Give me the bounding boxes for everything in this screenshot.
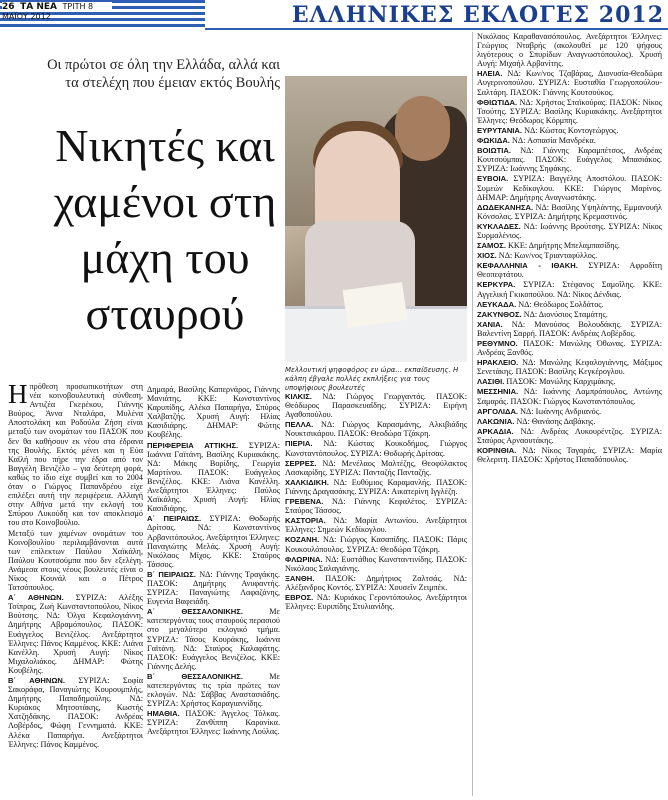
- paragraph: [285, 459, 467, 477]
- paragraph-text: ΠΑΣΟΚ: Άγγελος Τόλκας. ΣΥΡΙΖΑ: Ζανθίππη Καρανίκα. Ανεξάρτητοι Έλληνες: Ιωάννης Λούλας.: [147, 709, 280, 737]
- constituency-heading: ΚΕΦΑΛΛΗΝΙΑ - ΙΘΑΚΗ.: [477, 261, 578, 271]
- constituency-heading: ΣΕΡΡΕΣ.: [285, 458, 317, 468]
- paragraph-text: ΝΔ: Χρήστος Σταϊκούρας. ΠΑΣΟΚ: Νίκος Τσούτης. ΣΥΡΙΖΑ: Βασίλης Κυριακάκης. Ανεξάρτητοι Έλληνες: Θεόδωρος Κόρμπης.: [477, 97, 662, 125]
- paragraph-text: Μεταξύ των χαμένων ονομάτων του Κοινοβουλίου περιλαμβάνονται αυτά των επίλεκτων Παύλου Χαϊκάλη, Παύλου Κουτσούμπα που δεν εξελέγη. Ανάμεσα στους νέους βουλευτές είναι ο Νίκος Κουνάλ και ο Πέτρος Τατσόπουλος.: [8, 528, 143, 593]
- constituency-heading: ΦΘΙΩΤΙΔΑ.: [477, 97, 518, 107]
- subheadline: Οι πρώτοι σε όλη την Ελλάδα, αλλά και τα στελέχη που έμειαν εκτός Βουλής: [47, 57, 280, 91]
- paragraph: [477, 387, 662, 405]
- constituency-heading: Α΄ ΠΕΙΡΑΙΩΣ.: [147, 514, 202, 524]
- page-meta: [2, 2, 112, 21]
- constituency-heading: ΜΕΣΣΗΝΙΑ.: [477, 387, 519, 397]
- paragraph: [477, 407, 662, 416]
- paragraph-text: ΝΔ: Ευθύμιος Καραμανλής. ΠΑΣΟΚ: Γιάννης Δραγασάκης. ΣΥΡΙΖΑ: Αικατερίνη Ιγγλέζη.: [285, 477, 467, 496]
- constituency-heading: ΖΑΚΥΝΘΟΣ.: [477, 309, 522, 319]
- paragraph-text: ΝΔ: Διονύσιος Σταμάτης.: [523, 309, 608, 319]
- paragraph: [477, 32, 662, 68]
- article-column-3: [285, 392, 467, 796]
- constituency-heading: ΚΟΖΑΝΗ.: [285, 535, 320, 545]
- paragraph: [285, 574, 467, 592]
- paragraph-text: Με κατεπεργόντας τους σταυρούς περασιού στο μεγαλύτερο εκλογικό τμήμα. ΣΥΡΙΖΑ: Τάσος Κουράκης, Ιωάννα Γαϊτάνη. ΝΔ: Σταύρος Καλαφάτης. ΠΑΣΟΚ: Ευάγγελος Βενιζέλος. ΚΚΕ: Γιάννης Δελής.: [147, 607, 280, 671]
- paragraph-text: ΝΔ: Γιάννης Τραγάκης. ΠΑΣΟΚ: Δημήτρης Ανυφαντής. ΣΥΡΙΖΑ: Παναγιώτης Λαφαζάνης, Ευγενία Βαφειάδη.: [147, 569, 280, 607]
- paragraph: [285, 593, 467, 611]
- paragraph: [477, 358, 662, 376]
- paragraph: [477, 126, 662, 135]
- article-column-1: [8, 382, 143, 796]
- paper-name: ΤΑ ΝΕΑ: [20, 2, 57, 12]
- paragraph: [147, 385, 280, 440]
- constituency-heading: Β΄ ΑΘΗΝΩΝ.: [8, 676, 66, 685]
- paragraph: [477, 222, 662, 240]
- paragraph-text: ΝΔ: Ανδρέας Λυκουρέντζος. ΣΥΡΙΖΑ: Σταύρος Αρναουτάκης.: [477, 426, 662, 445]
- article-column-2: [147, 385, 280, 796]
- paragraph: [285, 392, 467, 419]
- paragraph-text: ΝΔ: Κων/νος Τζαβάρας, Διονυσία-Θεοδώρα Αυγερινοπούλου. ΣΥΡΙΖΑ: Ευσταθία Γεωργοπούλου-Σαλτάρη. ΠΑΣΟΚ: Γιάννης Κουτσούκος.: [477, 69, 662, 97]
- paragraph-text: ΝΔ: Ιωάννης Βρούτσης. ΣΥΡΙΖΑ: Νίκος Συρμαλένιος.: [477, 221, 662, 240]
- paragraph-text: ΝΔ: Κώστας Κουκοδήμος, Γιώργος Κωνσταντόπουλος. ΣΥΡΙΖΑ: Θοδωρής Δρίτσας.: [285, 439, 467, 458]
- constituency-heading: ΕΥΡΥΤΑΝΙΑ.: [477, 125, 523, 135]
- constituency-heading: ΠΕΛΛΑ.: [285, 420, 314, 430]
- paragraph-text: ΣΥΡΙΖΑ: Στέφανος Σαμοΐλης. ΚΚΕ: Αγγελική Γκικοπούλου. ΝΔ: Νίκος Δένδιας.: [477, 280, 662, 299]
- paragraph: [477, 136, 662, 145]
- drop-cap: Η: [8, 382, 28, 409]
- constituency-heading: ΠΙΕΡΙΑ.: [285, 439, 313, 449]
- paragraph: [477, 320, 662, 338]
- paragraph-text: ΝΔ: Βασίλης Υψηλάντης, Εμμανουήλ Κόνσολας. ΣΥΡΙΖΑ: Δημήτρης Κρεμαστινός.: [477, 202, 662, 221]
- paragraph: [477, 98, 662, 125]
- paragraph-text: ΝΔ: Γιάννης Καραμπέτσος, Ανδρέας Κουτσούμπας. ΠΑΣΟΚ: Ευάγγελος Μπασιάκος. ΣΥΡΙΖΑ: Ιωάννης Σηφάκης.: [477, 146, 662, 174]
- paragraph: [147, 709, 280, 736]
- paragraph: [477, 203, 662, 221]
- constituency-heading: ΕΥΒΟΙΑ.: [477, 174, 509, 184]
- paragraph-text: ΝΔ: Θεόδωρος Σολδάτος.: [518, 299, 604, 309]
- constituency-heading: ΚΑΣΤΟΡΙΑ.: [285, 516, 326, 526]
- paragraph-text: ΝΔ: Ιωάννης Λαμπρόπουλος, Αντώνης Σαμαράς. ΠΑΣΟΚ: Γιώργος Κωνσταντόπουλος.: [477, 387, 662, 406]
- constituency-heading: ΚΕΡΚΥΡΑ.: [477, 280, 516, 290]
- section-title: ΕΛΛΗΝΙΚΕΣ ΕΚΛΟΓΕΣ 2012: [291, 2, 664, 28]
- paragraph: [477, 417, 662, 426]
- page-number: 26: [2, 2, 15, 12]
- constituency-heading: ΒΟΙΩΤΙΑ.: [477, 146, 511, 156]
- paragraph: [477, 427, 662, 445]
- constituency-heading: ΗΜΑΘΙΑ.: [147, 709, 180, 719]
- constituency-heading: ΦΛΩΡΙΝΑ.: [285, 554, 323, 564]
- constituency-heading: ΧΙΟΣ.: [477, 251, 497, 261]
- paragraph: [147, 607, 280, 671]
- paragraph-text: ΝΔ: Κων/νος Τριανταφύλλος.: [498, 251, 598, 261]
- paragraph-text: ΠΑΣΟΚ: Δημήτριος Ζαλτσάς. ΝΔ: Αλέξανδρος Κοντός. ΣΥΡΙΖΑ: Χουσεΐν Ζειμπέκ.: [285, 573, 467, 592]
- paragraph-text: ΝΔ: Κυριάκος Γεροντόπουλος. Ανεξάρτητοι Έλληνες: Ευριπίδης Στυλιανίδης.: [285, 592, 467, 612]
- constituency-heading: ΑΡΚΑΔΙΑ.: [477, 426, 514, 436]
- constituency-heading: ΦΩΚΙΔΑ.: [477, 136, 510, 146]
- paragraph-text: Νικόλαος Καραθανασόπουλος. Ανεξάρτητοι Έλληνες: Γεώργιος Νταβρής (ακολουθεί με 120 ψήφους λιγότερους ο Σπυρίδων Αναγνωστόπουλος). Χρυσή Αυγή: Μιχαήλ Αρβανίτης.: [477, 32, 662, 69]
- paragraph: [147, 672, 280, 708]
- article-column-right: [472, 32, 662, 796]
- paragraph: [285, 478, 467, 496]
- photo-man-head: [395, 96, 450, 161]
- paragraph: [8, 676, 143, 749]
- paragraph: [477, 251, 662, 260]
- paragraph: [477, 300, 662, 309]
- paragraph-text: ΣΥΡΙΖΑ: Βαγγέλης Αποστόλου. ΠΑΣΟΚ: Συμεών Κεδίκογλου. ΚΚΕ: Γιώργος Μαρίνος. ΔΗΜΑΡ: Δημήτρης Αναγνωστάκης.: [477, 174, 662, 202]
- paragraph-text: ΝΔ: Κώστας Κοντογεώργος.: [524, 125, 619, 135]
- paragraph: [477, 241, 662, 250]
- paragraph: [477, 310, 662, 319]
- constituency-heading: ΑΡΓΟΛΙΔΑ.: [477, 406, 519, 416]
- paragraph-text: ΠΑΣΟΚ: Μανώλης Όθωνας. ΣΥΡΙΖΑ: Ανδρέας Ξανθός.: [477, 339, 662, 358]
- constituency-heading: ΛΑΚΩΝΙΑ.: [477, 416, 515, 426]
- photo-caption: Μελλοντική ψηφοφόρος εν ώρα... εκπαίδευσης. Η κάλπη έβγαλε πολλές εκπλήξεις για τους υποψήφιους βουλευτές: [285, 366, 459, 392]
- paragraph-text: ΠΑΣΟΚ: Μανώλης Καρχιμάκης.: [506, 377, 616, 387]
- paragraph-text: ΝΔ: Θανάσης Δαβάκης.: [516, 416, 596, 426]
- constituency-heading: ΛΕΥΚΑΔΑ.: [477, 299, 517, 309]
- paragraph: [285, 497, 467, 515]
- paragraph: [147, 514, 280, 569]
- constituency-heading: ΓΡΕΒΕΝΑ.: [285, 497, 324, 507]
- paragraph-text: πρόθεση προσωπικοτήτων στη νέα κοινοβουλευτική σύνθεση, Αντιζέα Γκερέκου, Γιάννης Βούρος, Άννα Νταλάρα, Μυλένα Αποστολάκη και Ροδούλα Ζήση είναι μεταξύ των ονομάτων του ΠΑΣΟΚ που δεν θα καθήσουν εκ νέου στα έδρανα της Βουλής. Εκτός μένει και η Εύα Καϊλή που πήρε την έδρα από τον Βαγγέλη Βενιζέλο – για δεύτερη φορά, καθώς το ίδιο είχε συμβεί και το 2004 όταν ο Γιώργος Παπανδρέου είχε επιλέξει αυτή την περιφέρεια. Αλλαγή στην Αθήνα μετά την εκλογή του Σπύρου Λυκούδη και τον αποκλεισμό του στο Κοινοβούλιο.: [8, 382, 143, 528]
- constituency-heading: Β΄ ΠΕΙΡΑΙΩΣ.: [147, 569, 196, 579]
- paragraph: [477, 339, 662, 357]
- paragraph: [285, 439, 467, 457]
- paragraph-text: ΝΔ: Μαρία Αντωνίου. Ανεξάρτητοι Έλληνες: Σημεών Κεδίκογλου.: [285, 516, 467, 535]
- paragraph: [477, 377, 662, 386]
- paragraph: [8, 593, 143, 675]
- constituency-heading: ΧΑΛΚΙΔΙΚΗ.: [285, 477, 329, 487]
- page-header: [0, 0, 668, 30]
- paragraph: [477, 446, 662, 464]
- constituency-heading: ΕΒΡΟΣ.: [285, 592, 314, 602]
- paragraph-text: ΝΔ: Μανούσος Βολουδάκης. ΣΥΡΙΖΑ: Βαλεντίνη Σαρρή. ΠΑΣΟΚ: Ανδρέας Λοβέρδος.: [477, 319, 662, 338]
- paragraph: [285, 420, 467, 438]
- constituency-heading: Α΄ ΑΘΗΝΩΝ.: [8, 593, 64, 603]
- paragraph-text: ΚΚΕ: Δημήτρης Μπελαμπασίδης.: [508, 241, 620, 251]
- constituency-heading: ΚΙΛΚΙΣ.: [285, 392, 312, 401]
- paragraph: [285, 535, 467, 553]
- paragraph: [477, 280, 662, 298]
- paragraph: [477, 174, 662, 201]
- constituency-heading: Β΄ ΘΕΣΣΑΛΟΝΙΚΗΣ.: [147, 671, 243, 681]
- paragraph: [285, 555, 467, 573]
- paragraph: [8, 382, 143, 528]
- paragraph-text: ΣΥΡΙΖΑ: Ιωάννα Γαϊτάνη, Βασίλης Κυριακάκης. ΝΔ: Μάκης Βορίδης, Γεωργία Μαρτίνου. ΠΑΣΟΚ: Ευάγγελος Βενιζέλος. ΚΚΕ: Λιάνα Κανέλλη. Ανεξάρτητοι Έλληνες: Παύλος Χαϊκάλης. Χρυσή Αυγή: Ηλίας Κασιδιάρης.: [147, 440, 280, 514]
- constituency-heading: ΚΟΡΙΝΘΙΑ.: [477, 446, 517, 456]
- paragraph-text: ΝΔ: Γιάννης Κεφαλέτος. ΣΥΡΙΖΑ: Σταύρος Τάσσος.: [285, 497, 467, 516]
- paragraph-text: ΣΥΡΙΖΑ: Αφροδίτη Θεοπεφτάτου.: [477, 261, 662, 280]
- paragraph: [285, 516, 467, 534]
- paragraph-text: ΝΔ: Γιώργος Γεωργαντάς. ΠΑΣΟΚ: Θεόδωρος Παρασκευαΐδης. ΣΥΡΙΖΑ: Ειρήνη Αγαθοπούλου.: [285, 392, 467, 420]
- paragraph-text: Δημαρά, Βασίλης Καπερνάρος, Γιάννης Μανιάτης. ΚΚΕ: Κωνσταντίνος Καρυπίδης, Αλέκα Παπαρήγα, Σπύρος Χαλβατζής. Χρυσή Αυγή: Ηλίας Κασιδιάρης. ΔΗΜΑΡ: Φώτης Κουβέλης.: [147, 385, 280, 440]
- paragraph-text: ΝΔ: Ιωάννης Ανδριανός.: [520, 406, 602, 416]
- constituency-heading: ΚΥΚΛΑΔΕΣ.: [477, 221, 521, 231]
- paragraph-text: ΣΥΡΙΖΑ: Αλέξης Τσίπρας, Ζωή Κωνσταντοπούλου, Νίκος Βούτσης. ΝΔ: Όλγα Κεφαλογιάννη, Δημήτρης Αβραμόπουλος. ΠΑΣΟΚ: Ευάγγελος Βενιζέλος. Ανεξάρτητοι Έλληνες: Πάνος Καμμένος. ΚΚΕ: Λιάνα Κανέλλη. Χρυσή Αυγή: Νίκος Μιχαλολιάκος. ΔΗΜΑΡ: Φώτης Κουβέλης.: [8, 593, 143, 675]
- article-photo: [285, 76, 467, 362]
- paragraph-text: Με κατεπεργόντας τις τρία πρώτες των εκλογών. ΝΔ: Σάββας Αναστασιάδης. ΣΥΡΙΖΑ: Χρήστος Καραγιαννίδης.: [147, 671, 280, 709]
- paragraph: [477, 146, 662, 173]
- constituency-heading: ΔΩΔΕΚΑΝΗΣΑ.: [477, 202, 534, 212]
- constituency-heading: ΣΑΜΟΣ.: [477, 241, 506, 251]
- paragraph-text: ΣΥΡΙΖΑ: Σοφία Σακοράφα, Παναγιώτης Κουρουμπλής, Δημήτρης Παπαδημούλης. ΝΔ: Κυριάκος Μητσοτάκης, Κωστής Χατζηδάκης. ΠΑΣΟΚ: Ανδρέας Λοβέρδος, Φώφη Γεννηματά. ΚΚΕ: Αλέκα Παπαρήγα. Ανεξάρτητοι Έλληνες: Πάνος Καμμένος.: [8, 676, 143, 749]
- paragraph-text: ΝΔ: Νίκος Ταγαράς. ΣΥΡΙΖΑ: Μαρία Θελεριτη. ΠΑΣΟΚ: Χρήστος Παπαδόπουλος.: [477, 446, 662, 465]
- paragraph-text: ΝΔ: Γιώργος Καρασμάνης, Αλκιβιάδης Νουκτσικάρου. ΠΑΣΟΚ: Θεοδώρα Τζάκρη.: [285, 420, 467, 439]
- headline: Νικητές και χαμένοι στη μάχη του σταυρού: [53, 120, 277, 339]
- constituency-heading: ΗΡΑΚΛΕΙΟ.: [477, 358, 519, 368]
- constituency-heading: ΠΕΡΙΦΕΡΕΙΑ ΑΤΤΙΚΗΣ.: [147, 440, 239, 450]
- constituency-heading: ΧΑΝΙΑ.: [477, 319, 503, 329]
- constituency-heading: ΗΛΕΙΑ.: [477, 69, 503, 79]
- issue-date: ΤΡΙΤΗ 8 ΜΑΪΟΥ 2012: [2, 2, 94, 21]
- paragraph: [8, 529, 143, 593]
- paragraph: [147, 570, 280, 606]
- constituency-heading: ΞΑΝΘΗ.: [285, 573, 315, 583]
- constituency-heading: ΡΕΘΥΜΝΟ.: [477, 339, 518, 348]
- paragraph: [477, 261, 662, 279]
- paragraph: [477, 69, 662, 96]
- paragraph: [147, 441, 280, 514]
- paragraph-text: ΣΥΡΙΖΑ: Θοδωρής Δρίτσας. ΝΔ: Κωνσταντίνος Αρβανιτόπουλος. Ανεξάρτητοι Έλληνες: Παναγιώτης Μελάς. Χρυσή Αυγή: Νικόλαος Μίχος. ΚΚΕ: Σταύρος Τάσσος.: [147, 514, 280, 569]
- paragraph-text: ΝΔ: Ευστάθιος Κωνσταντινίδης. ΠΑΣΟΚ: Νικόλαος Σαλαγιάνης.: [285, 554, 467, 573]
- paragraph-text: ΝΔ: Ασπασία Μανδρέκα.: [512, 136, 596, 146]
- constituency-heading: ΛΑΣΙΘΙ.: [477, 377, 505, 387]
- section-banner: [205, 0, 668, 30]
- paragraph-text: ΝΔ: Μανώλης Κεφαλογιάννης, Μάξιμος Σενετάκης. ΠΑΣΟΚ: Βασίλης Κεγκέρογλου.: [477, 358, 662, 377]
- paragraph-text: ΝΔ: Γιώργος Κασαπίδης. ΠΑΣΟΚ: Πάρις Κουκουλόπουλος. ΣΥΡΙΖΑ: Θεοδώρα Τζάκρη.: [285, 535, 467, 554]
- constituency-heading: Α΄ ΘΕΣΣΑΛΟΝΙΚΗΣ.: [147, 607, 243, 617]
- paragraph-text: ΝΔ: Μενέλαος Μαλτέζης, Θεοφύλακτος Λασκαρίδης. ΣΥΡΙΖΑ: Πανταζής Πανταζής.: [285, 458, 467, 477]
